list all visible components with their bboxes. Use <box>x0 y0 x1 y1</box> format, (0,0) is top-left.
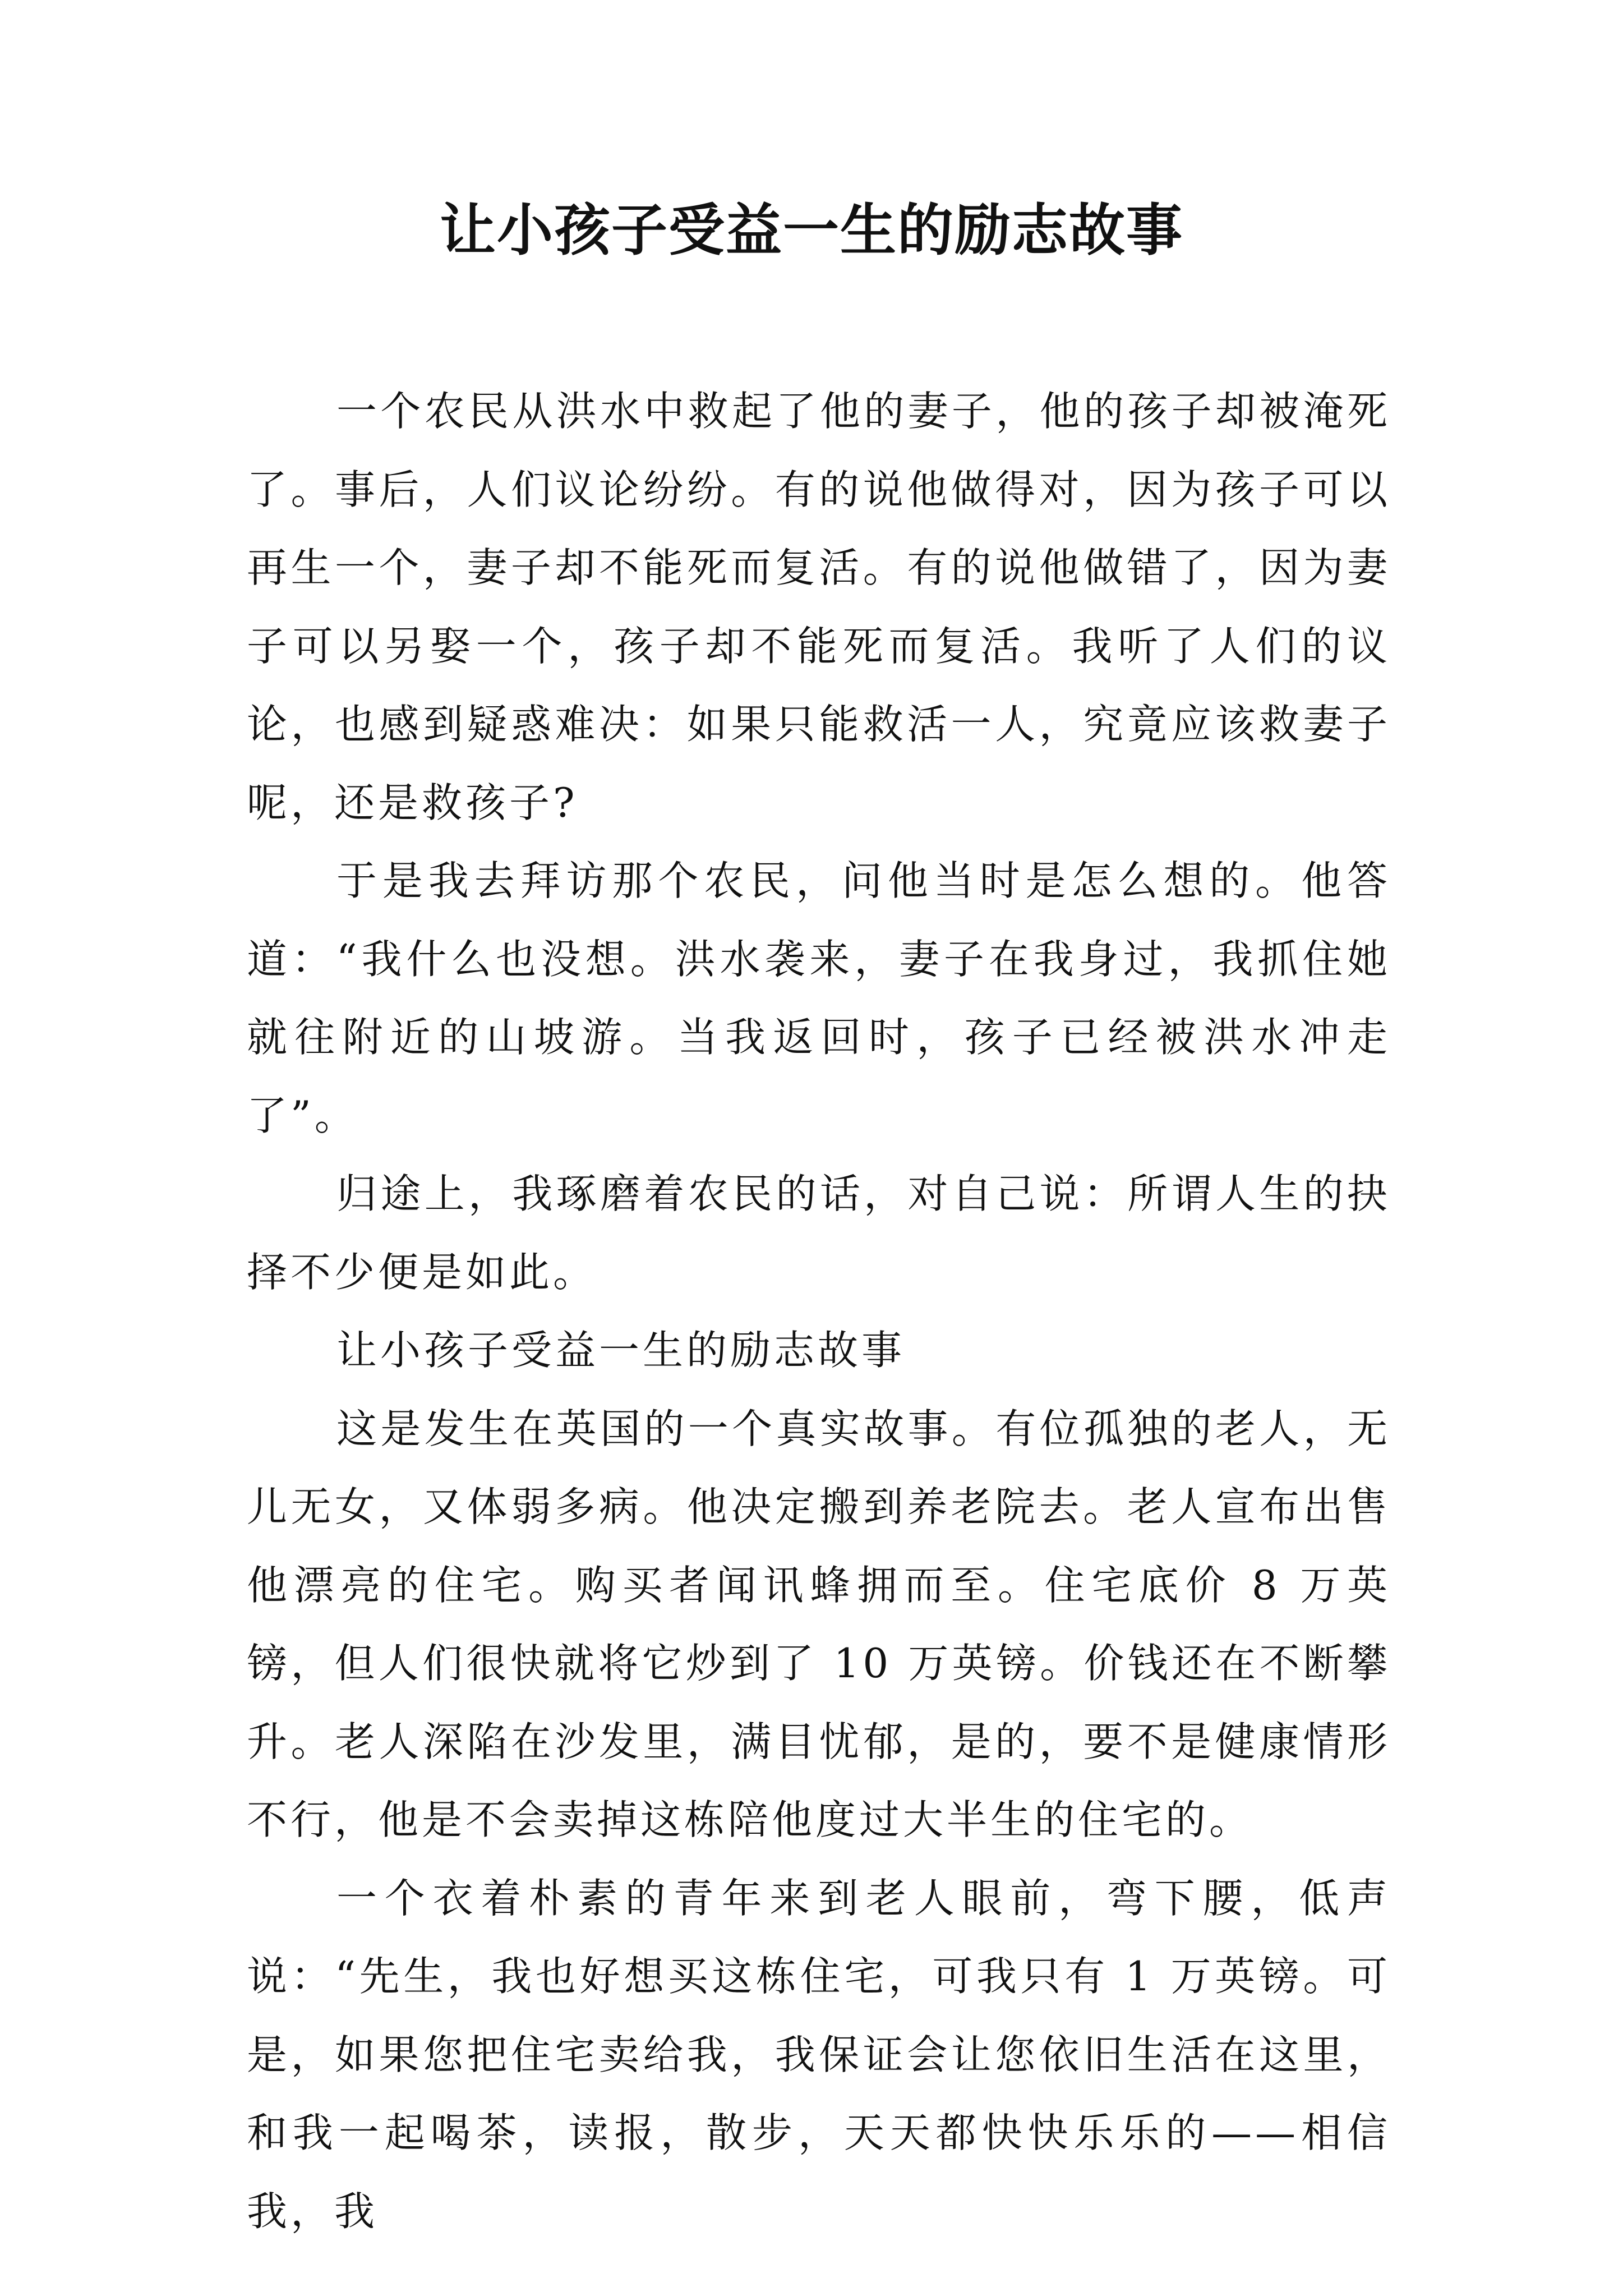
paragraph-1: 一个农民从洪水中救起了他的妻子，他的孩子却被淹死了。事后，人们议论纷纷。有的说他做得对，因为孩子可以再生一个，妻子却不能死而复活。有的说他做错了，因为妻子可以另娶一个，孩子却不能死而复活。我听了人们的议论，也感到疑惑难决：如果只能救活一人，究竟应该救妻子呢，还是救孩子? <box>247 388 1391 826</box>
paragraph-5: 一个衣着朴素的青年来到老人眼前，弯下腰，低声说：“先生，我也好想买这栋住宅，可我只有 1 万英镑。可是，如果您把住宅卖给我，我保证会让您依旧生活在这里，和我一起喝茶，读报，散步，天天都快快乐乐的——相信我，我 <box>247 1874 1391 2235</box>
paragraph-3: 归途上，我琢磨着农民的话，对自己说：所谓人生的抉择不少便是如此。 <box>247 1170 1391 1296</box>
document-title: 让小孩子受益一生的励志故事 <box>440 197 1183 263</box>
paragraph-2: 于是我去拜访那个农民，问他当时是怎么想的。他答道：“我什么也没想。洪水袭来，妻子在我身过，我抓住她就往附近的山坡游。当我返回时，孩子已经被洪水冲走了”。 <box>247 857 1391 1139</box>
document-body <box>247 372 1391 2251</box>
paragraph-4: 这是发生在英国的一个真实故事。有位孤独的老人，无儿无女，又体弱多病。他决定搬到养老院去。老人宣布出售他漂亮的住宅。购买者闻讯蜂拥而至。住宅底价 8 万英镑，但人们很快就将它炒到了 10 万英镑。价钱还在不断攀升。老人深陷在沙发里，满目忧郁，是的，要不是健康情形不行，他是不会卖掉这栋陪他度过大半生的住宅的。 <box>247 1405 1391 1843</box>
section-heading: 让小孩子受益一生的励志故事 <box>336 1327 906 1374</box>
